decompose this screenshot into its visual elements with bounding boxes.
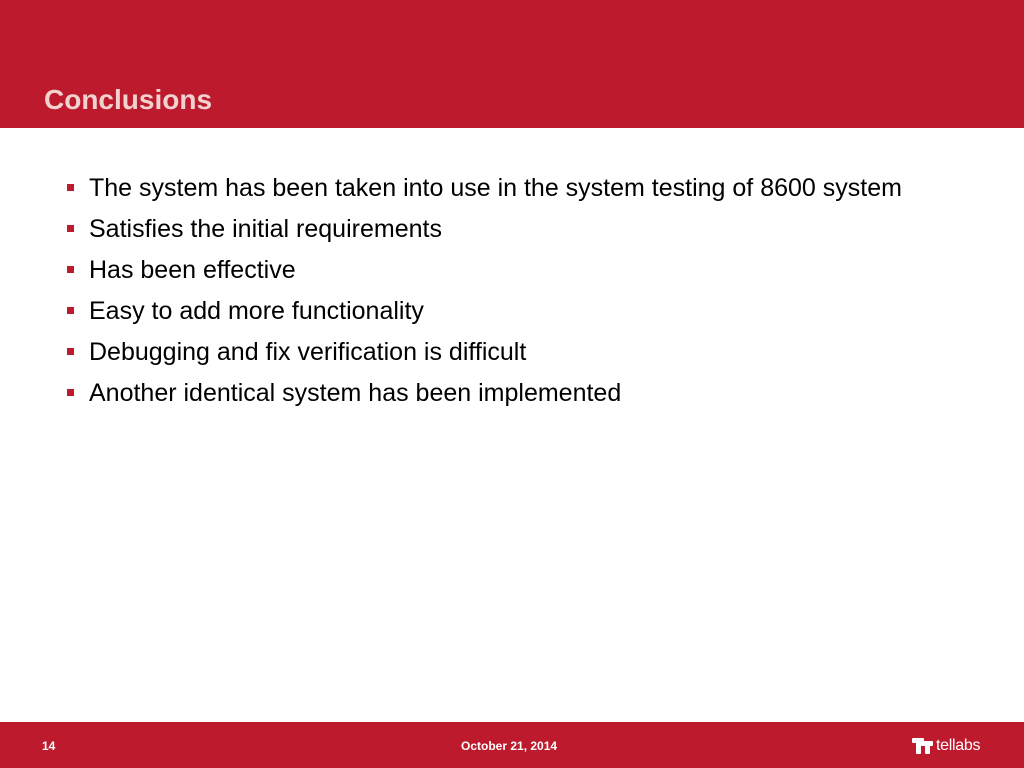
bullet-text: Another identical system has been implemented [89, 379, 622, 407]
bullet-text: Satisfies the initial requirements [89, 215, 442, 243]
bullet-list [66, 172, 966, 418]
bullet-text: The system has been taken into use in the system testing of 8600 system [89, 174, 902, 202]
slide-footer [0, 722, 1024, 768]
footer-date: October 21, 2014 [461, 739, 558, 753]
bullet-text: Easy to add more functionality [89, 297, 424, 325]
bullet-square-icon [67, 389, 74, 396]
bullet-text: Debugging and fix verification is difficult [89, 338, 527, 366]
bullet-text: Has been effective [89, 256, 296, 284]
tellabs-logo [912, 736, 980, 756]
bullet-item [66, 254, 966, 287]
tellabs-logo-icon [912, 737, 934, 755]
bullet-square-icon [67, 184, 74, 191]
bullet-item [66, 336, 966, 369]
slide-header [0, 0, 1024, 128]
bullet-square-icon [67, 348, 74, 355]
bullet-square-icon [67, 225, 74, 232]
page-number: 14 [42, 739, 56, 753]
bullet-square-icon [67, 266, 74, 273]
slide-title: Conclusions [44, 84, 213, 115]
bullet-item [66, 172, 966, 205]
bullet-item [66, 377, 966, 410]
bullet-item [66, 295, 966, 328]
bullet-square-icon [67, 307, 74, 314]
bullet-item [66, 213, 966, 246]
logo-text: tellabs [936, 737, 981, 754]
